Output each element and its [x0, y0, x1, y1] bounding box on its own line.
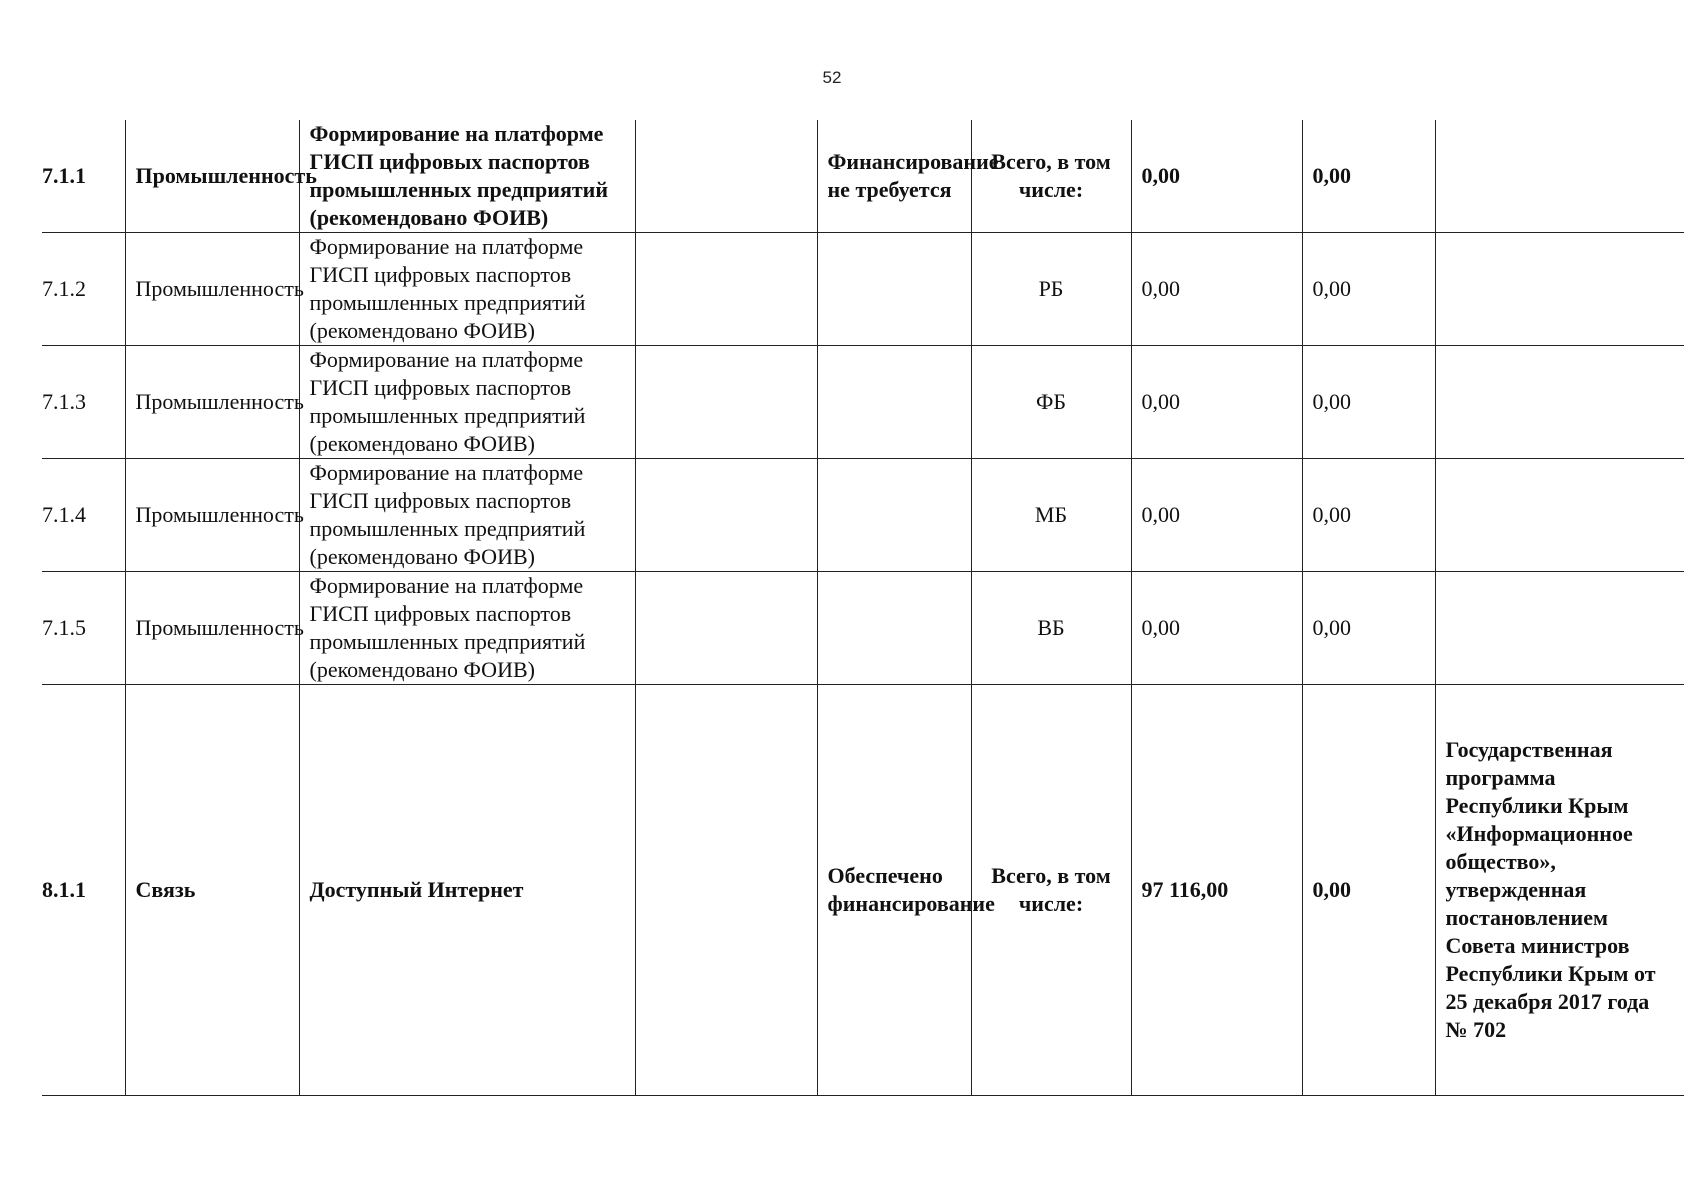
industry-cell: Промышленность — [125, 233, 299, 346]
table-row — [42, 346, 1684, 459]
measure-cell: Формирование на платформе ГИСП цифровых паспортов промышленных предприятий (рекомендовано ФОИВ) — [299, 572, 635, 685]
row-number: 7.1.3 — [42, 346, 125, 459]
blank-cell — [635, 572, 817, 685]
financing-status-cell — [817, 233, 971, 346]
row-number: 7.1.1 — [42, 163, 86, 188]
financing-status-cell: Обеспечено финансирование — [817, 685, 971, 1096]
industry-cell: Промышленность — [125, 120, 299, 233]
amount-1-cell: 0,00 — [1131, 459, 1302, 572]
amount-2-cell: 0,00 — [1302, 346, 1435, 459]
table-row — [42, 459, 1684, 572]
funding-source-cell: Всего, в том числе: — [971, 120, 1131, 233]
funding-source-cell: Всего, в том числе: — [971, 685, 1131, 1096]
amount-2-cell: 0,00 — [1302, 233, 1435, 346]
industry-cell: Промышленность — [125, 459, 299, 572]
amount-1-cell: 0,00 — [1131, 346, 1302, 459]
blank-cell — [635, 346, 817, 459]
funding-source-cell: ВБ — [971, 572, 1131, 685]
program-table — [42, 120, 1684, 1096]
table-row — [42, 120, 1684, 233]
row-number: 7.1.5 — [42, 572, 125, 685]
note-cell — [1435, 572, 1684, 685]
amount-2-cell: 0,00 — [1302, 685, 1435, 1096]
note-cell — [1435, 459, 1684, 572]
blank-cell — [635, 120, 817, 233]
note-cell — [1435, 346, 1684, 459]
blank-cell — [635, 685, 817, 1096]
funding-source-cell: МБ — [971, 459, 1131, 572]
table-row — [42, 685, 1684, 1096]
amount-2-cell: 0,00 — [1302, 120, 1435, 233]
measure-cell: Формирование на платформе ГИСП цифровых паспортов промышленных предприятий (рекомендовано ФОИВ) — [299, 459, 635, 572]
funding-source-cell: РБ — [971, 233, 1131, 346]
amount-1-cell: 0,00 — [1131, 120, 1302, 233]
amount-2-cell: 0,00 — [1302, 459, 1435, 572]
measure-cell: Формирование на платформе ГИСП цифровых паспортов промышленных предприятий (рекомендовано ФОИВ) — [299, 346, 635, 459]
financing-status-cell: Финансирование не требуется — [817, 120, 971, 233]
row-number: 8.1.1 — [42, 685, 125, 1096]
note-cell — [1435, 120, 1684, 233]
page-number: 52 — [822, 68, 842, 87]
blank-cell — [635, 233, 817, 346]
row-number: 7.1.2 — [42, 233, 125, 346]
financing-status-cell — [817, 459, 971, 572]
table-row — [42, 572, 1684, 685]
financing-status-cell — [817, 572, 971, 685]
industry-cell: Промышленность — [125, 346, 299, 459]
amount-1-cell: 0,00 — [1131, 572, 1302, 685]
financing-status-cell — [817, 346, 971, 459]
industry-cell: Промышленность — [125, 572, 299, 685]
measure-cell: Доступный Интернет — [299, 685, 635, 1096]
blank-cell — [635, 459, 817, 572]
measure-cell: Формирование на платформе ГИСП цифровых паспортов промышленных предприятий (рекомендовано ФОИВ) — [299, 233, 635, 346]
funding-source-cell: ФБ — [971, 346, 1131, 459]
amount-1-cell: 0,00 — [1131, 233, 1302, 346]
note-cell: Государственная программа Республики Крым «Информационное общество», утвержденная постановлением Совета министров Республики Крым от 25 декабря 2017 года № 702 — [1435, 685, 1684, 1096]
industry-cell: Связь — [125, 685, 299, 1096]
row-number: 7.1.4 — [42, 459, 125, 572]
table-row — [42, 233, 1684, 346]
measure-cell: Формирование на платформе ГИСП цифровых паспортов промышленных предприятий (рекомендовано ФОИВ) — [299, 120, 635, 233]
amount-1-cell: 97 116,00 — [1131, 685, 1302, 1096]
note-cell — [1435, 233, 1684, 346]
amount-2-cell: 0,00 — [1302, 572, 1435, 685]
